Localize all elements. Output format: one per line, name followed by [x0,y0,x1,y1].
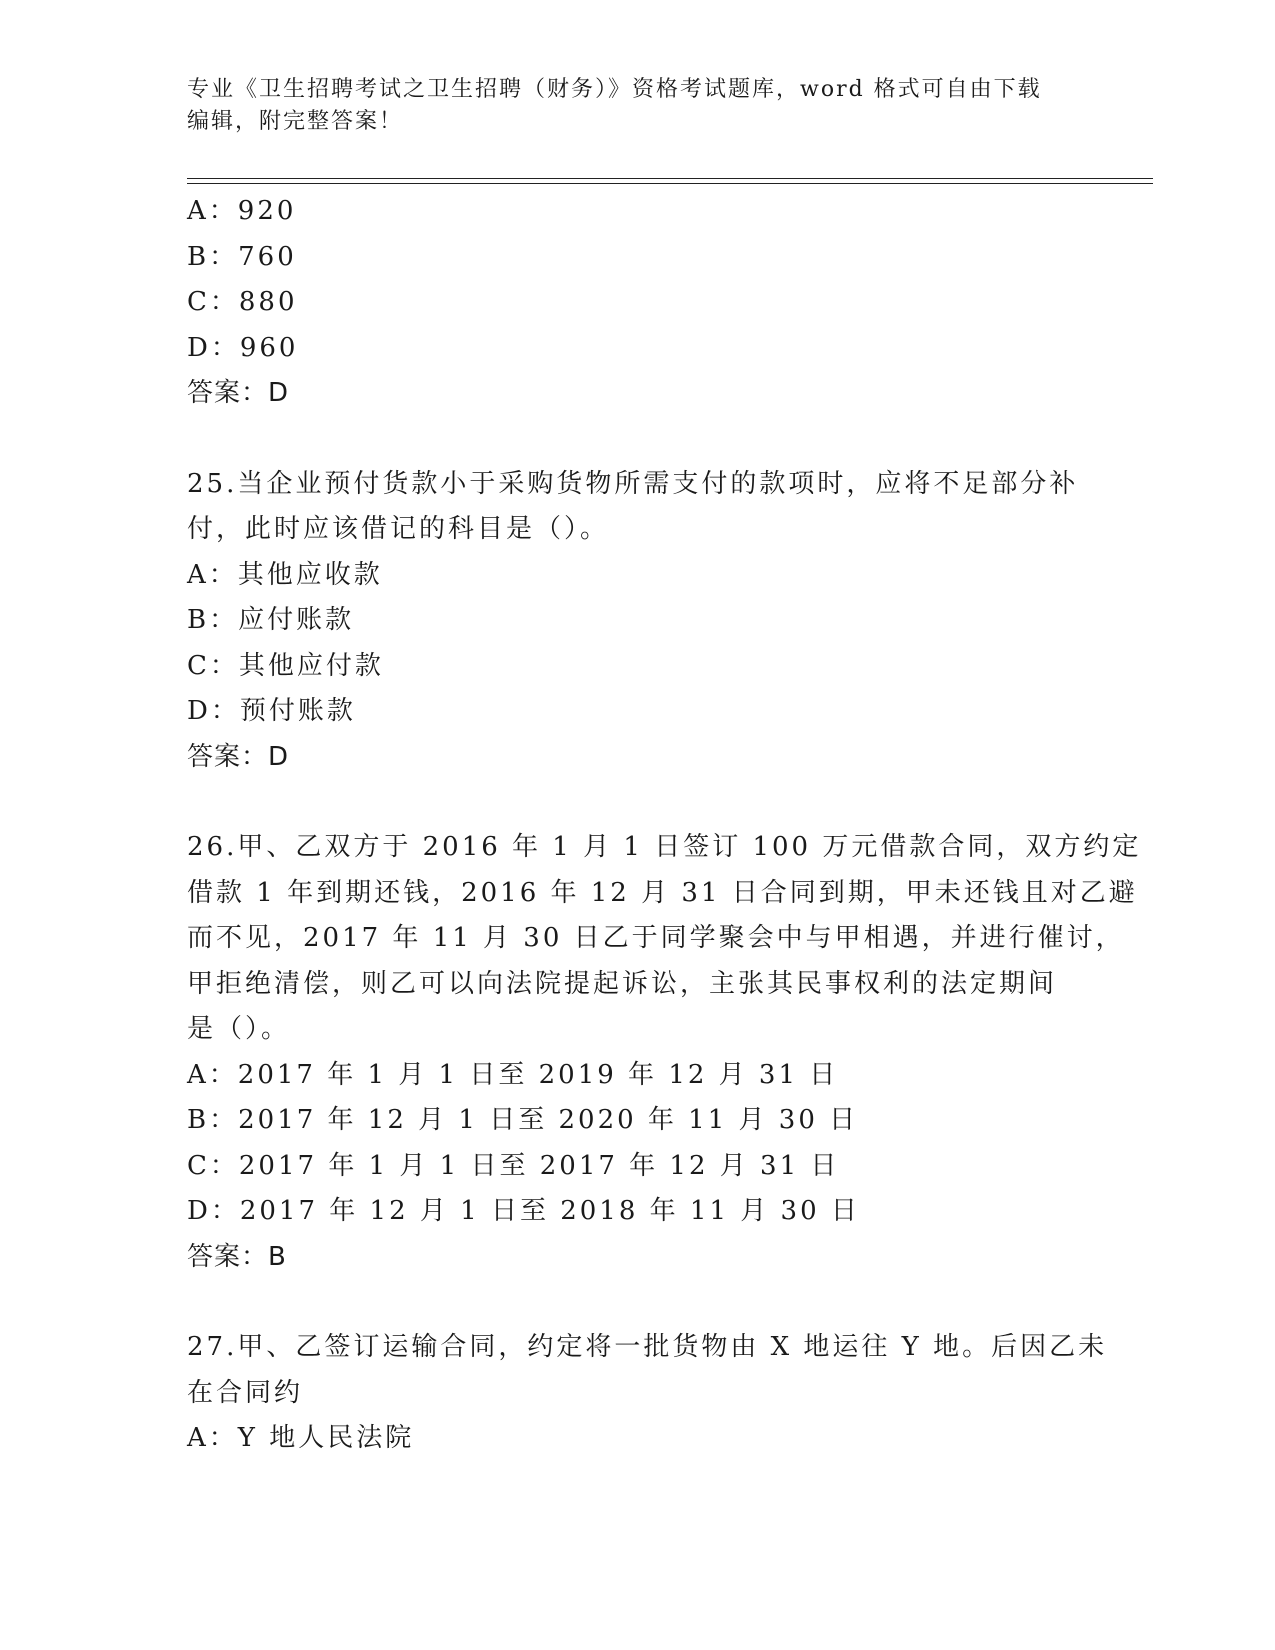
question-block-27 [187,1325,1108,1462]
header-divider-bottom [187,183,1153,184]
question-list [187,189,1142,1507]
question-block-25 [187,462,1087,781]
option-a: A：Y 地人民法院 [187,1423,415,1453]
option-a: A：920 [187,196,297,226]
question-stem-line: 27.甲、乙签订运输合同，约定将一批货物由 X 地运往 Y 地。后因乙未 [187,1332,1108,1362]
question-stem-line: 甲拒绝清偿，则乙可以向法院提起诉讼，主张其民事权利的法定期间 [187,968,1058,999]
option-b: B：760 [187,241,297,272]
question-stem-line: 25.当企业预付货款小于采购货物所需支付的款项时，应将不足部分补 [187,468,1079,499]
document-header [187,74,1067,138]
header-divider-top [187,178,1153,179]
option-c: C：880 [187,287,298,317]
header-line-1: 专业《卫生招聘考试之卫生招聘（财务）》资格考试题库，word 格式可自由下载 [187,77,1042,102]
question-stem-line: 在合同约 [187,1377,304,1408]
question-stem-line: 借款 1 年到期还钱，2016 年 12 月 31 日合同到期，甲未还钱且对乙避 [187,877,1138,908]
question-block-24 [187,189,1087,417]
option-d: D：960 [187,332,299,363]
option-d: D：2017 年 12 月 1 日至 2018 年 11 月 30 日 [187,1196,860,1226]
option-b: B：应付账款 [187,605,355,635]
option-b: B：2017 年 12 月 1 日至 2020 年 11 月 30 日 [187,1105,859,1135]
option-a: A：其他应收款 [187,559,383,590]
option-c: C：2017 年 1 月 1 日至 2017 年 12 月 31 日 [187,1150,840,1181]
option-c: C：其他应付款 [187,650,384,681]
option-d: D：预付账款 [187,696,356,726]
option-a: A：2017 年 1 月 1 日至 2019 年 12 月 31 日 [187,1059,839,1090]
header-line-2: 编辑，附完整答案！ [187,109,404,134]
answer-line: 答案：B [187,1241,287,1272]
question-block-26 [187,825,1142,1280]
answer-line: 答案：D [187,378,290,408]
question-stem-line: 付，此时应该借记的科目是（）。 [187,514,610,544]
question-stem-line: 而不见，2017 年 11 月 30 日乙于同学聚会中与甲相遇，并进行催讨， [187,923,1125,953]
question-stem-line: 26.甲、乙双方于 2016 年 1 月 1 日签订 100 万元借款合同，双方约定 [187,832,1142,862]
question-stem-line: 是（）。 [187,1014,291,1044]
answer-line: 答案：D [187,741,290,772]
